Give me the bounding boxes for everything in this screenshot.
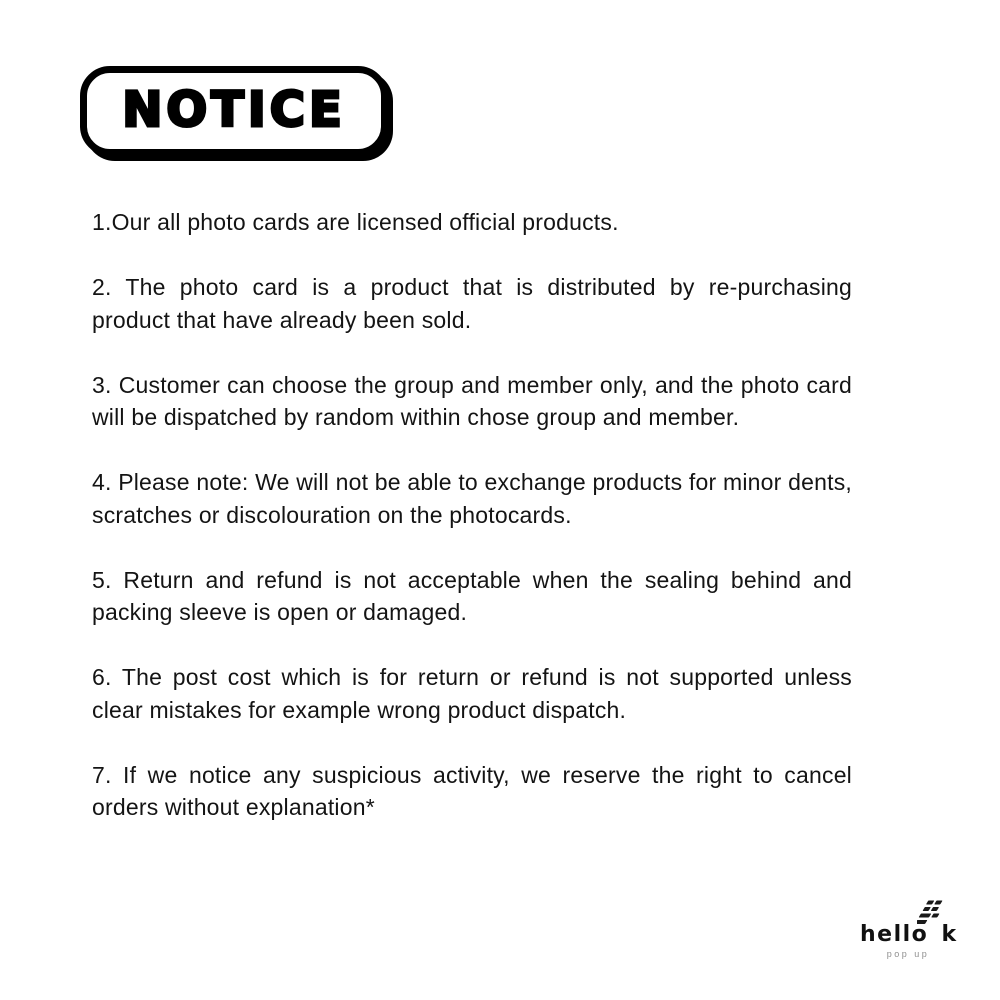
- notice-title: NOTICE: [122, 82, 346, 138]
- notice-badge: [80, 66, 388, 156]
- terms-list: [92, 206, 852, 856]
- brand-logo: [860, 900, 960, 962]
- term-item-7: 7. If we notice any suspicious activity, we reserve the right to cancel orders without explanation*: [92, 761, 852, 820]
- term-item-2: 2. The photo card is a product that is distributed by re-purchasing product that have already been sold.: [92, 274, 852, 333]
- term-item-6: 6. The post cost which is for return or refund is not supported unless clear mistakes for example wrong product dispatch.: [92, 664, 852, 723]
- term-item-1: 1.Our all photo cards are licensed official products.: [92, 209, 619, 235]
- brand-name: hello k: [860, 922, 958, 947]
- term-item-5: 5. Return and refund is not acceptable when the sealing behind and packing sleeve is open or damaged.: [92, 566, 852, 625]
- term-item-3: 3. Customer can choose the group and member only, and the photo card will be dispatched by random within chose group and member.: [92, 371, 852, 430]
- term-item-4: 4. Please note: We will not be able to exchange products for minor dents, scratches or discolouration on the photocards.: [92, 469, 852, 528]
- brand-subtitle: pop up: [886, 949, 930, 959]
